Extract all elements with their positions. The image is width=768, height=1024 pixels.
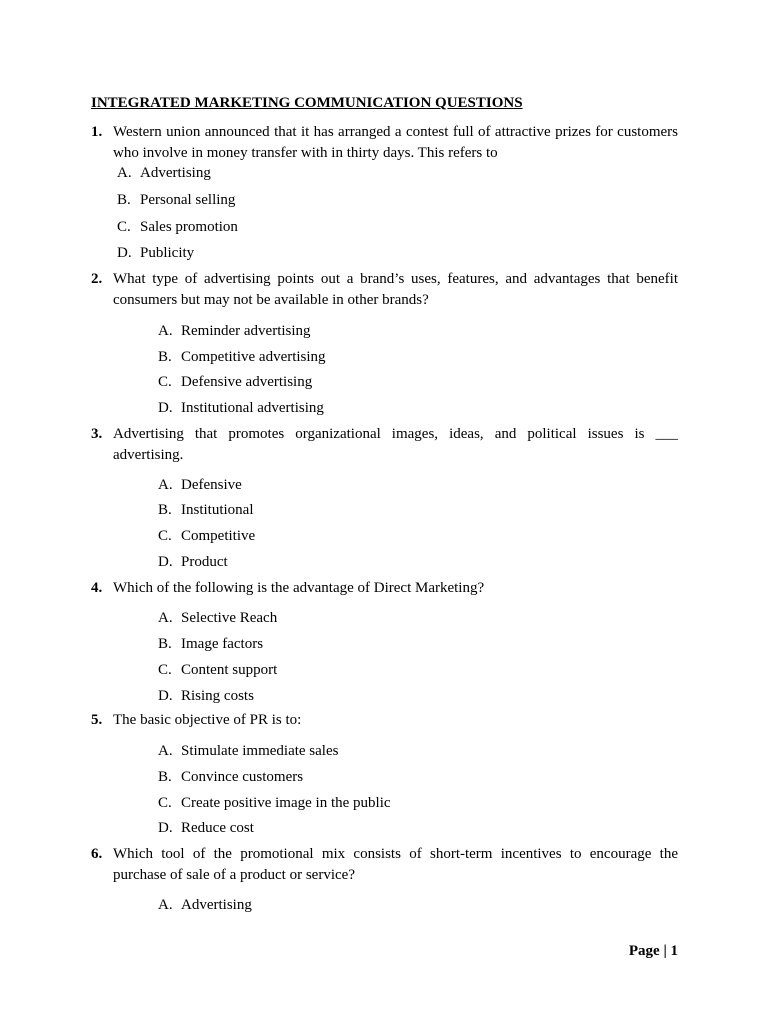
option-letter: B.: [158, 636, 172, 652]
option-letter: D.: [158, 820, 173, 836]
answer-option: [158, 347, 326, 367]
question-stem: [91, 844, 678, 885]
document-title: INTEGRATED MARKETING COMMUNICATION QUESTIONS: [91, 95, 523, 111]
option-letter: A.: [158, 323, 173, 339]
answer-option: [158, 321, 311, 341]
option-letter: C.: [158, 528, 172, 544]
question-text: What type of advertising points out a brand’s uses, features, and advantages that benefit consumers but may not be available in other brands?: [113, 271, 678, 308]
question-number: 4.: [91, 580, 103, 596]
answer-option: [158, 526, 255, 546]
option-text: Create positive image in the public: [181, 795, 391, 811]
answer-option: [158, 793, 391, 813]
option-text: Defensive: [181, 477, 242, 493]
answer-option: [117, 163, 211, 183]
option-text: Rising costs: [181, 688, 254, 704]
option-text: Selective Reach: [181, 610, 278, 626]
answer-option: [158, 398, 324, 418]
option-letter: B.: [158, 502, 172, 518]
option-letter: A.: [158, 897, 173, 913]
option-text: Product: [181, 554, 228, 570]
option-text: Advertising: [140, 165, 211, 181]
answer-option: [158, 475, 242, 495]
option-letter: C.: [158, 374, 172, 390]
question-stem: [91, 578, 678, 599]
answer-option: [158, 552, 228, 572]
option-letter: D.: [158, 554, 173, 570]
option-letter: B.: [158, 349, 172, 365]
answer-option: [158, 500, 254, 520]
option-text: Defensive advertising: [181, 374, 313, 390]
question-number: 6.: [91, 846, 103, 862]
option-letter: A.: [158, 610, 173, 626]
answer-option: [158, 686, 254, 706]
page-number: Page | 1: [628, 943, 678, 959]
option-text: Publicity: [140, 245, 195, 261]
option-text: Stimulate immediate sales: [181, 743, 339, 759]
answer-option: [158, 818, 254, 838]
option-text: Sales promotion: [140, 219, 238, 235]
option-text: Institutional: [181, 502, 254, 518]
answer-option: [117, 243, 194, 263]
question-text: The basic objective of PR is to:: [113, 712, 302, 728]
question-text: Western union announced that it has arranged a contest full of attractive prizes for customers who involve in money transfer with in thirty days. This refers to: [113, 124, 678, 161]
question-text: Advertising that promotes organizational images, ideas, and political issues is ___ advertising.: [113, 426, 678, 463]
question-text: Which tool of the promotional mix consists of short-term incentives to encourage the purchase of sale of a product or service?: [113, 846, 678, 883]
question-stem: [91, 710, 678, 731]
question-number: 5.: [91, 712, 103, 728]
option-text: Competitive advertising: [181, 349, 326, 365]
option-letter: A.: [158, 743, 173, 759]
answer-option: [117, 217, 238, 237]
question-number: 3.: [91, 426, 103, 442]
option-text: Institutional advertising: [181, 400, 324, 416]
option-text: Competitive: [181, 528, 256, 544]
option-letter: D.: [158, 400, 173, 416]
question-stem: [91, 122, 678, 163]
option-letter: C.: [117, 219, 131, 235]
option-text: Content support: [181, 662, 278, 678]
answer-option: [158, 895, 252, 915]
option-text: Reminder advertising: [181, 323, 311, 339]
option-letter: C.: [158, 662, 172, 678]
question-3: [91, 424, 678, 465]
question-2: [91, 269, 678, 310]
option-text: Convince customers: [181, 769, 304, 785]
question-number: 1.: [91, 124, 103, 140]
option-text: Reduce cost: [181, 820, 254, 836]
answer-option: [158, 372, 312, 392]
option-text: Personal selling: [140, 192, 236, 208]
answer-option: [117, 190, 235, 210]
question-number: 2.: [91, 271, 103, 287]
question-text: Which of the following is the advantage of Direct Marketing?: [113, 580, 485, 596]
answer-option: [158, 767, 303, 787]
option-letter: A.: [158, 477, 173, 493]
option-letter: A.: [117, 165, 132, 181]
question-5: [91, 710, 678, 731]
option-text: Image factors: [181, 636, 264, 652]
answer-option: [158, 608, 277, 628]
option-letter: B.: [117, 192, 131, 208]
question-6: [91, 844, 678, 885]
option-letter: D.: [158, 688, 173, 704]
question-1: [91, 122, 678, 163]
answer-option: [158, 660, 277, 680]
question-stem: [91, 424, 678, 465]
question-4: [91, 578, 678, 599]
answer-option: [158, 634, 263, 654]
answer-option: [158, 741, 338, 761]
option-letter: B.: [158, 769, 172, 785]
question-stem: [91, 269, 678, 310]
option-text: Advertising: [181, 897, 252, 913]
option-letter: D.: [117, 245, 132, 261]
option-letter: C.: [158, 795, 172, 811]
